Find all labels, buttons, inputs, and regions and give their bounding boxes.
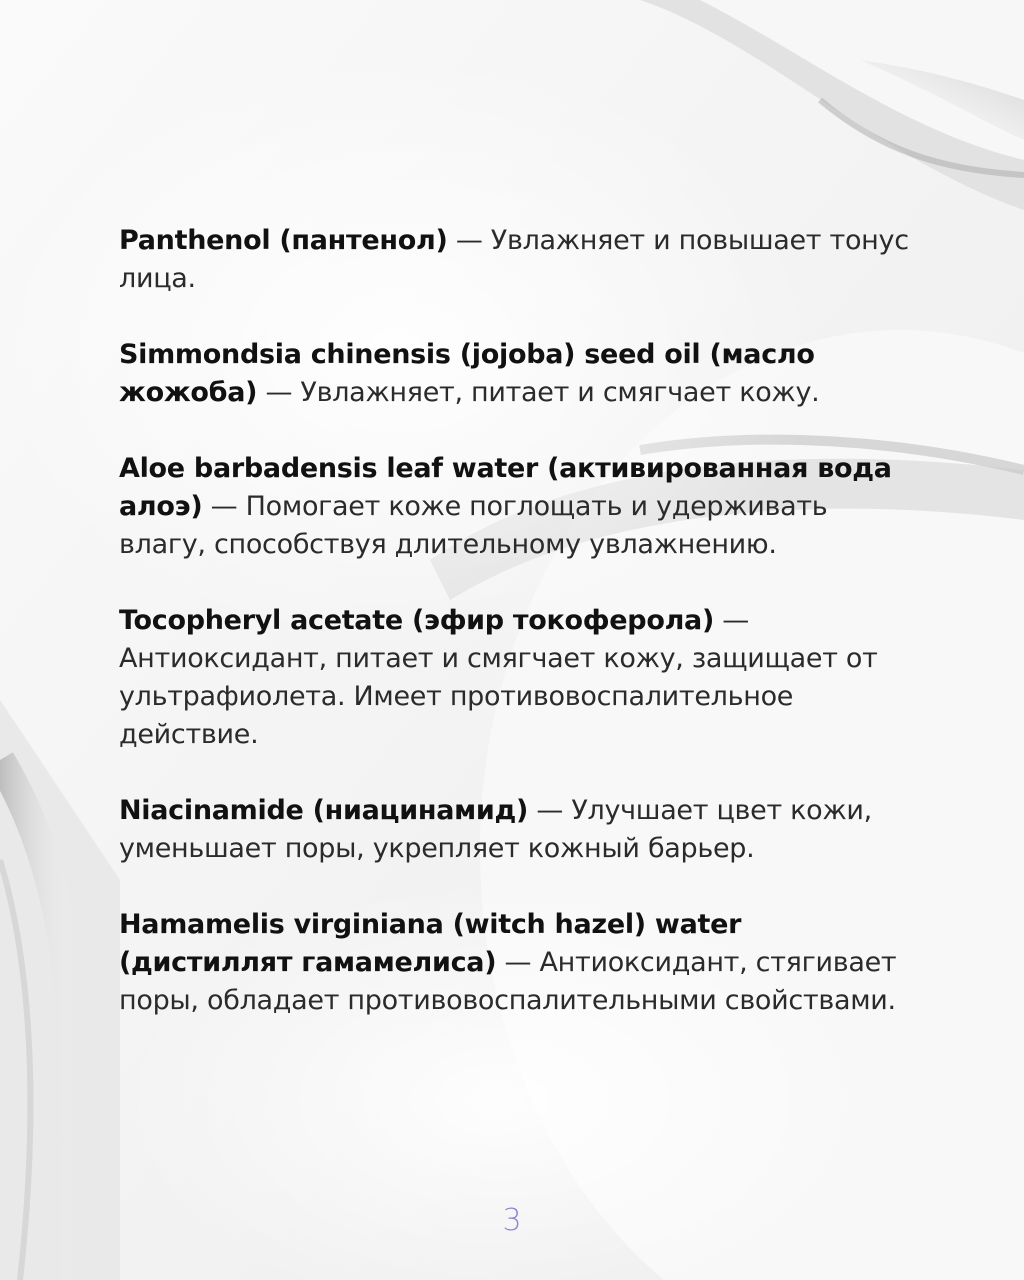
ingredient-separator: —	[257, 377, 301, 408]
ingredients-list	[119, 222, 919, 1058]
ingredient-description: Увлажняет и повышает тонус лица.	[119, 225, 909, 294]
ingredient-description: Антиоксидант, стягивает поры, обладает противовоспалительными свойствами.	[119, 947, 897, 1016]
page-number: 3	[502, 1203, 522, 1238]
ingredient-entry-aloe	[119, 450, 919, 564]
ingredient-separator: —	[202, 491, 246, 522]
ingredient-name: Niacinamide (ниацинамид)	[119, 795, 529, 826]
ingredient-entry-tocopheryl	[119, 602, 919, 754]
ingredient-description: Помогает коже поглощать и удерживать влагу, способствуя длительному увлажнению.	[119, 491, 828, 560]
ingredient-description: Увлажняет, питает и смягчает кожу.	[300, 377, 820, 408]
ingredient-name: Hamamelis virginiana (witch hazel) water (дистиллят гамамелиса)	[119, 909, 742, 978]
ingredient-name: Tocopheryl acetate (эфир токоферола)	[119, 605, 715, 636]
ingredient-separator: —	[496, 947, 540, 978]
ingredient-description: Антиоксидант, питает и смягчает кожу, защищает от ультрафиолета. Имеет противовоспалительное действие.	[119, 643, 878, 750]
ingredient-entry-panthenol	[119, 222, 919, 298]
ingredient-entry-hamamelis	[119, 906, 919, 1020]
ingredient-separator: —	[447, 225, 491, 256]
ingredient-entry-niacinamide	[119, 792, 919, 868]
ingredient-description: Улучшает цвет кожи, уменьшает поры, укрепляет кожный барьер.	[119, 795, 872, 864]
ingredient-name: Simmondsia chinensis (jojoba) seed oil (масло жожоба)	[119, 339, 815, 408]
ingredient-entry-jojoba	[119, 336, 919, 412]
ingredient-separator: —	[714, 605, 749, 636]
ingredient-name: Aloe barbadensis leaf water (активированная вода алоэ)	[119, 453, 892, 522]
ingredient-separator: —	[528, 795, 572, 826]
ingredient-name: Panthenol (пантенол)	[119, 225, 448, 256]
